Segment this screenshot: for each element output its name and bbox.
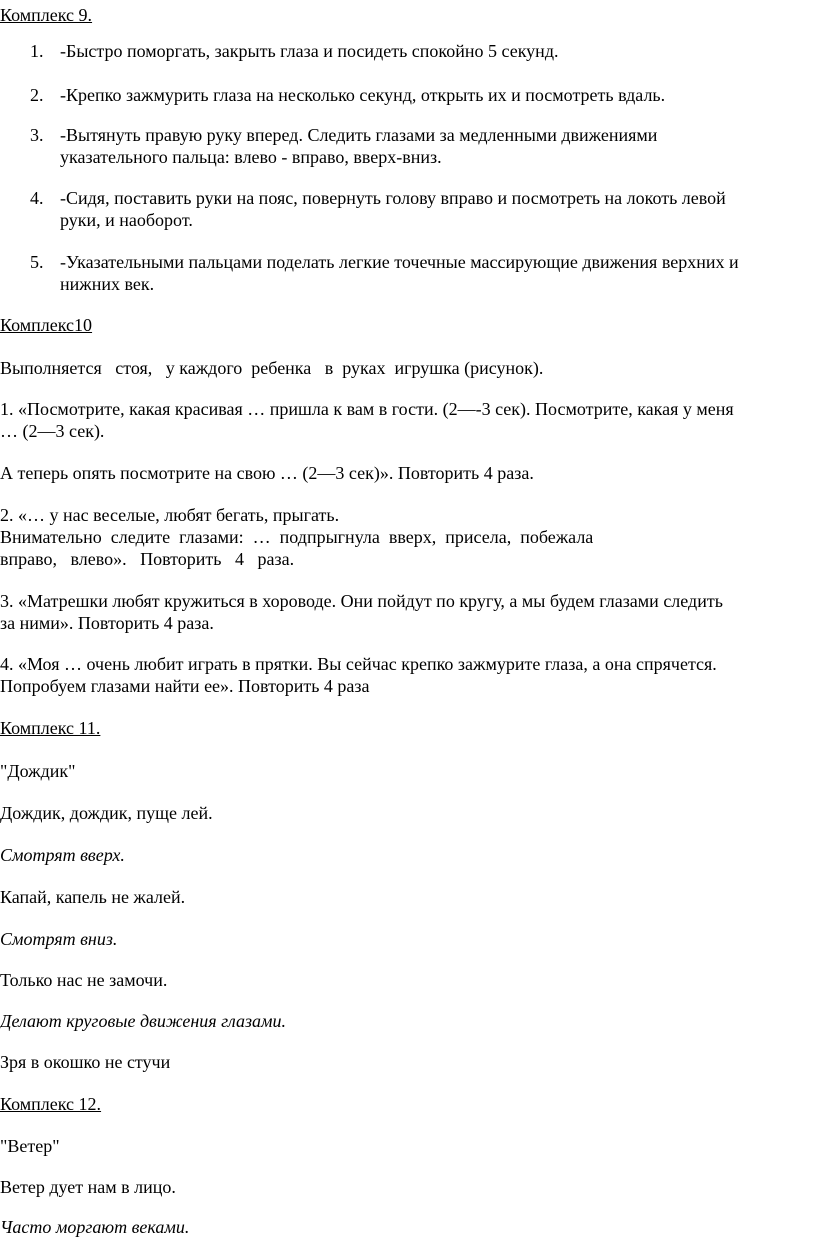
list-number: 2. — [30, 85, 44, 105]
paragraph-line: вправо, влево». Повторить 4 раза. — [0, 549, 295, 569]
paragraph-line: Попробуем глазами найти ее». Повторить 4 раза — [0, 676, 370, 696]
list-number: 1. — [30, 41, 44, 61]
complex10-heading: Комплекс10 — [0, 315, 93, 335]
paragraph-line: Внимательно следите глазами: … подпрыгнула вверх, присела, побежала — [0, 527, 594, 547]
paragraph-line: 2. «… у нас веселые, любят бегать, прыгать. — [0, 505, 340, 525]
list-item: -Вытянуть правую руку вперед. Следить глазами за медленными движениями — [60, 125, 658, 145]
paragraph-line: 3. «Матрешки любят кружиться в хороводе. Они пойдут по кругу, а мы будем глазами следить — [0, 591, 723, 611]
complex10-intro: Выполняется стоя, у каждого ребенка в руках игрушка (рисунок). — [0, 358, 544, 378]
verse-line: Зря в окошко не стучи — [0, 1052, 171, 1072]
list-number: 5. — [30, 252, 44, 272]
list-item: -Сидя, поставить руки на пояс, повернуть голову вправо и посмотреть на локоть левой — [60, 188, 726, 208]
list-item: -Крепко зажмурить глаза на несколько секунд, открыть их и посмотреть вдаль. — [60, 85, 666, 105]
list-item: -Указательными пальцами поделать легкие точечные массирующие движения верхних и — [60, 252, 739, 272]
complex12-heading: Комплекс 12. — [0, 1094, 102, 1114]
complex11-heading: Комплекс 11. — [0, 718, 101, 738]
verse-line: Только нас не замочи. — [0, 970, 168, 990]
instruction-line: Смотрят вниз. — [0, 929, 118, 949]
list-number: 4. — [30, 188, 44, 208]
paragraph-line: 4. «Моя … очень любит играть в прятки. Вы сейчас крепко зажмурите глаза, а она спрячется. — [0, 654, 717, 674]
complex9-heading: Комплекс 9. — [0, 5, 93, 25]
paragraph-line: А теперь опять посмотрите на свою … (2—3 сек)». Повторить 4 раза. — [0, 463, 534, 483]
paragraph-line: за ними». Повторить 4 раза. — [0, 613, 214, 633]
paragraph-line: … (2—3 сек). — [0, 421, 105, 441]
list-item: -Быстро поморгать, закрыть глаза и посидеть спокойно 5 секунд. — [60, 41, 559, 61]
instruction-line: Делают круговые движения глазами. — [0, 1011, 287, 1031]
list-item-continuation: нижних век. — [60, 274, 155, 294]
verse-line: Дождик, дождик, пуще лей. — [0, 803, 213, 823]
verse-line: Ветер дует нам в лицо. — [0, 1177, 176, 1197]
complex12-title: "Ветер" — [0, 1136, 60, 1156]
instruction-line: Смотрят вверх. — [0, 845, 125, 865]
list-item-continuation: руки, и наоборот. — [60, 210, 193, 230]
list-item-continuation: указательного пальца: влево - вправо, вверх-вниз. — [60, 147, 442, 167]
paragraph-line: 1. «Посмотрите, какая красивая … пришла к вам в гости. (2—-3 сек). Посмотрите, какая у меня — [0, 399, 734, 419]
list-number: 3. — [30, 125, 44, 145]
verse-line: Капай, капель не жалей. — [0, 887, 186, 907]
complex11-title: "Дождик" — [0, 761, 76, 781]
instruction-line: Часто моргают веками. — [0, 1217, 190, 1237]
